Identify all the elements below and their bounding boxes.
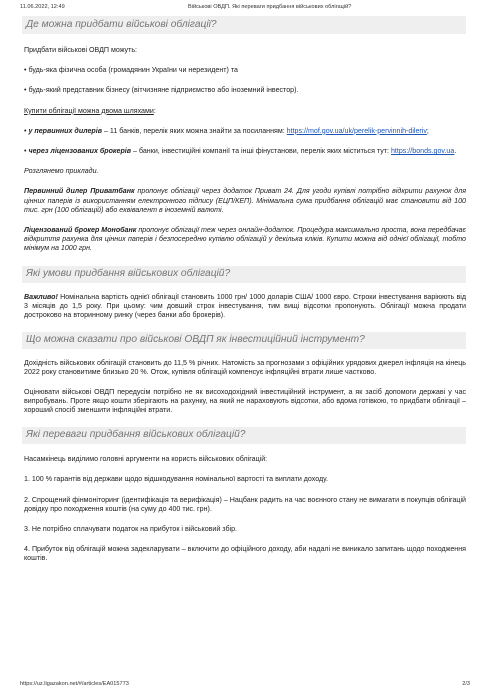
primary-dealers-link[interactable]: https://mof.gov.ua/uk/perelik-pervinnih-dileriv bbox=[286, 126, 427, 135]
licensed-brokers-label: через ліцензованих брокерів bbox=[28, 147, 132, 156]
print-footer bbox=[20, 681, 470, 687]
buyer-bullet-individual: • будь-яка фізична особа (громадянин України чи нерезидент) та bbox=[24, 66, 238, 75]
two-ways-label: Купити облігації можна двома шляхами bbox=[24, 106, 154, 115]
page-number: 2/3 bbox=[462, 681, 470, 687]
section-heading-where-to-buy: Де можна придбати військові облігації? bbox=[22, 16, 466, 34]
who-can-buy-intro: Придбати військові ОВДП можуть: bbox=[24, 46, 138, 54]
section-heading-investment: Що можна сказати про військові ОВДП як інвестиційний інструмент? bbox=[22, 332, 466, 349]
buyer-bullet-business: • будь-який представник бізнесу (вітчизняне підприємство або іноземний інвестор). bbox=[24, 86, 299, 95]
yield-paragraph: Дохідність військових облігацій становить до 11,5 % річних. Натомість за прогнозами з офіційних урядових джерел інфляція на кінець 2022 року становитиме близько 20 %. Отож, купівля облігацій компенсує інфляційні втрати лише частково. bbox=[24, 359, 466, 377]
conditions-paragraph: Важливо! Номінальна вартість однієї облігації становить 1000 грн/ 1000 доларів США/ 1000 євро. Строки інвестування варіюють від 3 місяців до 1,5 року. При цьому: чим довший строк інвестування, тим вищі відсотки пропонують. Облігації можна продати достроково на вторинному ринку (через банки або брокерів). bbox=[24, 292, 466, 320]
print-date: 11.06.2022, 12:49 bbox=[20, 4, 65, 10]
print-title: Військові ОВДП. Які переваги придбання військових облігацій? bbox=[188, 4, 352, 10]
assessment-paragraph: Оцінювати військові ОВДП передусім потрібно не як висоходохідний інвестиційний інструмент, а як засіб допомоги державі у час випробувань. Проте якщо кошти зберігають на рахунку, на який не нараховують відсотки, або вдома готівкою, то придбати облігації – хороший спосіб зменшити інфляційні втрати. bbox=[24, 387, 466, 415]
advantage-item: 2. Спрощений фінмоніторинг (ідентифікація та верифікація) – Нацбанк радить на час воєнного стану не вимагати в покупців облігацій довідку про походження коштів (на суму до 400 тис. грн). bbox=[24, 495, 466, 513]
way-licensed-brokers: • через ліцензованих брокерів – банки, інвестиційні компанії та інші фінустанови, перелік яких міститься тут: https://bonds.gov.ua. bbox=[24, 147, 457, 156]
primary-dealers-label: у первинних дилерів bbox=[28, 126, 103, 135]
advantages-intro: Насамкінець виділимо головні аргументи на користь військових облігацій: bbox=[24, 455, 268, 464]
example-monobank: Ліцензований брокер Монобанк пропонує облігації теж через онлайн-додаток. Процедура максимально проста, вона передбачає відкриття рахунка для цінних паперів і безпосередню купівлю облігацій у декілька кліків. Купити можна від однієї облігації, тобто мінімум на 1000 грн. bbox=[24, 226, 466, 253]
way-primary-dealers: • у первинних дилерів – 11 банків, перелік яких можна знайти за посиланням: https://mof.gov.ua/uk/perelik-pervinnih-dileriv; bbox=[24, 126, 429, 135]
two-ways-paragraph: Купити облігації можна двома шляхами: bbox=[24, 106, 156, 115]
bonds-gov-link[interactable]: https://bonds.gov.ua bbox=[390, 147, 455, 156]
monobank-label: Ліцензований брокер Монобанк bbox=[24, 226, 137, 235]
advantage-item: 4. Прибуток від облігацій можна задекларувати – включити до офіційного доходу, аби надалі не виникало запитань щодо походження коштів. bbox=[24, 545, 466, 563]
examples-intro: Розглянемо приклади. bbox=[24, 167, 99, 176]
important-label: Важливо! bbox=[24, 292, 58, 301]
article-body bbox=[24, 14, 466, 564]
advantage-item: 1. 100 % гарантів від держави щодо відшкодування номінальної вартості та виплати доходу. bbox=[24, 475, 328, 484]
section-heading-conditions: Які умови придбання військових облігацій? bbox=[22, 266, 466, 283]
advantage-item: 3. Не потрібно сплачувати податок на прибуток і військовий збір. bbox=[24, 525, 238, 534]
privatbank-label: Первинний дилер Приватбанк bbox=[24, 187, 135, 196]
section-heading-advantages: Які переваги придбання військових облігацій? bbox=[22, 427, 466, 444]
footer-url: https://uz.ligazakon.net/#/articles/EA015773 bbox=[20, 681, 129, 687]
example-privatbank: Первинний дилер Приватбанк пропонує облігації через додаток Приват 24. Для угоди купівлі потрібно відкрити рахунок для цінних паперів із використанням електронного підпису (ЕЦП/КЕП). Мінімальна сума придбання облігацій має становити від 100 тис. грн (100 облігацій) або еквівалент в іноземній валюті. bbox=[24, 187, 466, 214]
